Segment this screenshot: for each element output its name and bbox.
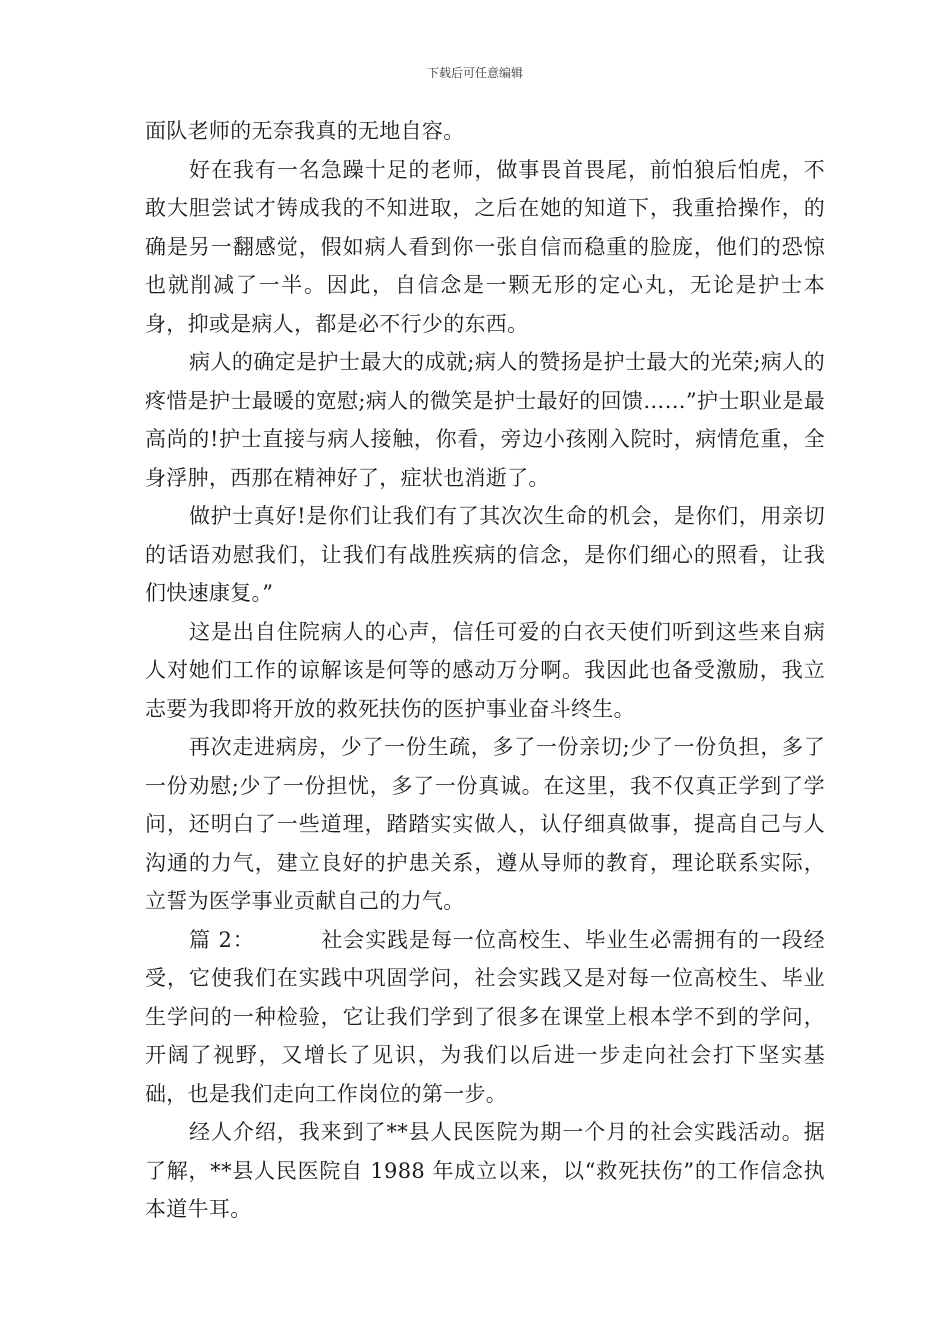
section-2-text: 社会实践是每一位高校生、毕业生必需拥有的一段经受，它使我们在实践中巩固学问，社会实践又是对每一位高校生、毕业生学问的一种检验，它让我们学到了很多在课堂上根本学不到的学问，开阔了视野，又增长了见识，为我们以后进一步走向社会打下坚实基础，也是我们走向工作岗位的第一步。 <box>145 927 825 1106</box>
page-header: 下载后可任意编辑 <box>426 66 523 80</box>
section-2-label: 篇 2： <box>189 927 255 952</box>
document-body <box>145 112 825 1229</box>
paragraph-1: 面队老师的无奈我真的无地自容。 <box>145 119 465 143</box>
paragraph-4: 做护士真好!是你们让我们有了其次次生命的机会，是你们，用亲切的话语劝慰我们，让我们有战胜疾病的信念，是你们细心的照看，让我们快速康复。” <box>145 504 825 605</box>
paragraph-5: 这是出自住院病人的心声，信任可爱的白衣天使们听到这些来自病人对她们工作的谅解该是何等的感动万分啊。我因此也备受激励，我立志要为我即将开放的救死扶伤的医护事业奋斗终生。 <box>145 619 825 721</box>
paragraph-8: 经人介绍，我来到了**县人民医院为期一个月的社会实践活动。据了解，**县人民医院自 1988 年成立以来，以“救死扶伤”的工作信念执本道牛耳。 <box>145 1120 825 1221</box>
paragraph-6: 再次走进病房，少了一份生疏，多了一份亲切;少了一份负担，多了一份劝慰;少了一份担忧，多了一份真诚。在这里，我不仅真正学到了学问，还明白了一些道理，踏踏实实做人，认仔细真做事，提高自己与人沟通的力气，建立良好的护患关系，遵从导师的教育，理论联系实际，立誓为医学事业贡献自己的力气。 <box>145 735 825 913</box>
paragraph-3: 病人的确定是护士最大的成就;病人的赞扬是护士最大的光荣;病人的疼惜是护士最暖的宽慰;病人的微笑是护士最好的回馈……”护士职业是最高尚的!护士直接与病人接触，你看，旁边小孩刚入院时，病情危重，全身浮肿，西那在精神好了，症状也消逝了。 <box>145 350 825 490</box>
section-2-paragraph <box>145 921 825 1114</box>
paragraph-2: 好在我有一名急躁十足的老师，做事畏首畏尾，前怕狼后怕虎，不敢大胆尝试才铸成我的不知进取，之后在她的知道下，我重拾操作，的确是另一翻感觉，假如病人看到你一张自信而稳重的脸庞，他们的恐惊也就削减了一半。因此，自信念是一颗无形的定心丸，无论是护士本身，抑或是病人，都是必不行少的东西。 <box>145 157 825 336</box>
